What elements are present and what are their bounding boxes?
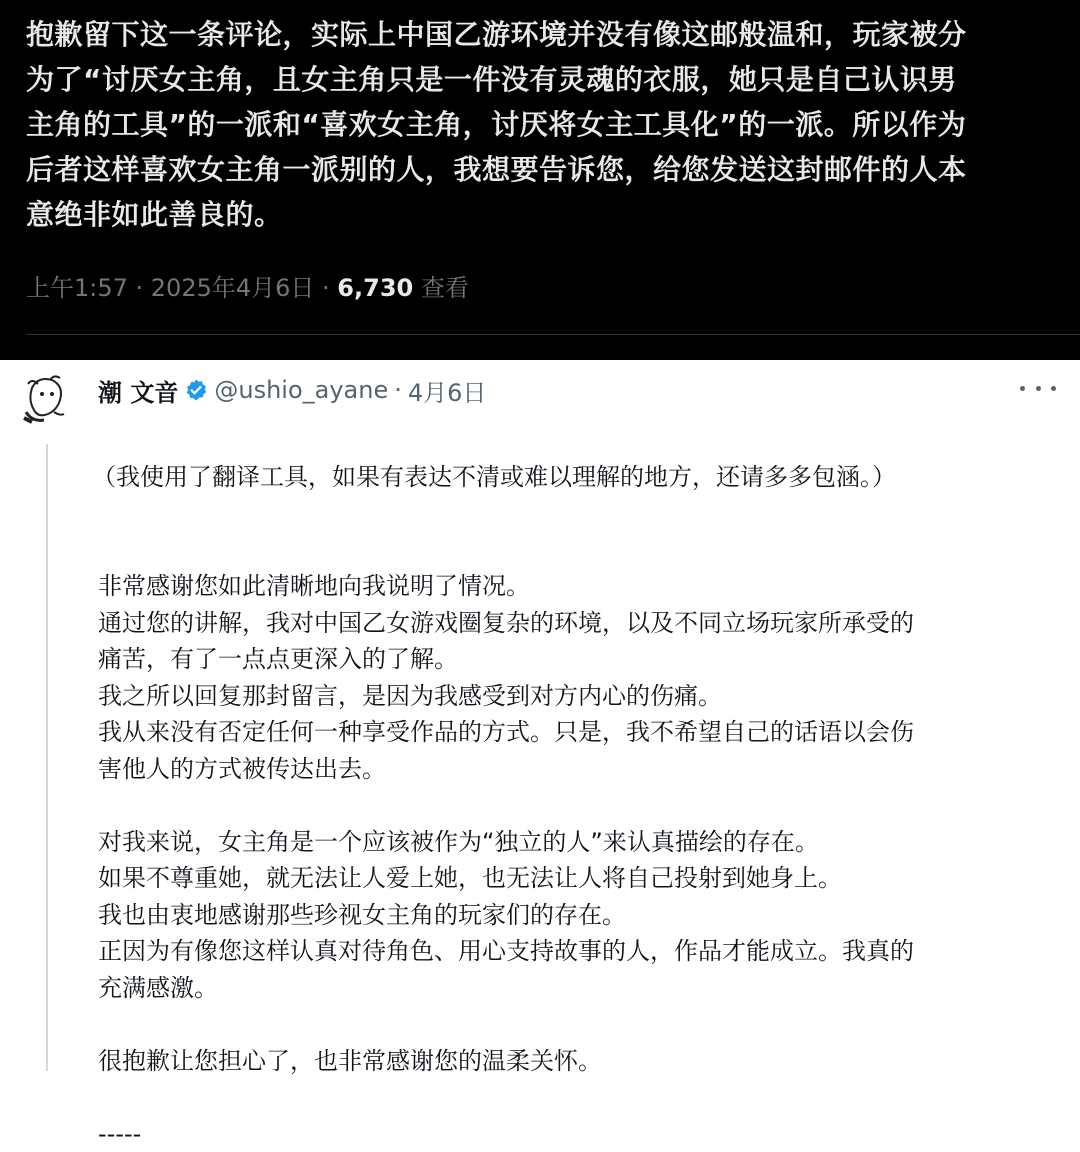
- user-handle[interactable]: @ushio_ayane: [214, 376, 389, 404]
- post-text: 抱歉留下这一条评论，实际上中国乙游环境并没有像这邮般温和，玩家被分 为了“讨厌女主角，且女主角只是一件没有灵魂的衣服，她只是自己认识男 主角的工具”的一派和“喜欢女主角，讨厌将女主工具化”的一派。所以作为 后者这样喜欢女主角一派别的人，我想要告诉您，给您发送这封邮件的人本 意绝非如此善良的。: [26, 18, 967, 231]
- post-timestamp[interactable]: 上午1:57 · 2025年4月6日 ·: [26, 274, 338, 302]
- view-label: 查看: [413, 274, 469, 302]
- display-name[interactable]: 潮 文音: [98, 378, 179, 407]
- translation-note: （我使用了翻译工具，如果有表达不清或难以理解的地方，还请多多包涵。）: [92, 462, 896, 491]
- reply-text: 非常感谢您如此清晰地向我说明了情况。 通过您的讲解，我对中国乙女游戏圈复杂的环境，以及不同立场玩家所承受的 痛苦，有了一点点更深入的了解。 我之所以回复那封留言，是因为我感受到对方内心的伤痛。 我从来没有否定任何一种享受作品的方式。只是，我不希望自己的话语以会伤 害他人的方式被传达出去。 对我来说，女主角是一个应该被作为“独立的人”来认真描绘的存在。 如果不尊重她，就无法让人爱上她，也无法让人将自己投射到她身上。 我也由衷地感谢那些珍视女主角的玩家们的存在。 正因为有像您这样认真对待角色、用心支持故事的人，作品才能成立。我真的 充满感激。 很抱歉让您担心了，也非常感谢您的温柔关怀。 -----: [98, 572, 914, 1148]
- divider: [26, 334, 1080, 335]
- reply-header: [98, 372, 486, 408]
- post-meta: [26, 268, 469, 303]
- verified-badge-icon: [184, 378, 208, 402]
- post-date[interactable]: 4月6日: [407, 378, 487, 407]
- quoted-post-panel: [0, 0, 1080, 360]
- more-options-icon[interactable]: [1020, 376, 1056, 400]
- reply-post[interactable]: [0, 362, 1080, 1148]
- sketch-creature-avatar-icon: [14, 368, 78, 432]
- reply-body: [92, 422, 1058, 1152]
- view-count: 6,730: [337, 274, 414, 302]
- avatar[interactable]: [14, 368, 78, 432]
- separator-dot: ·: [394, 376, 402, 404]
- thread-line: [46, 444, 48, 1071]
